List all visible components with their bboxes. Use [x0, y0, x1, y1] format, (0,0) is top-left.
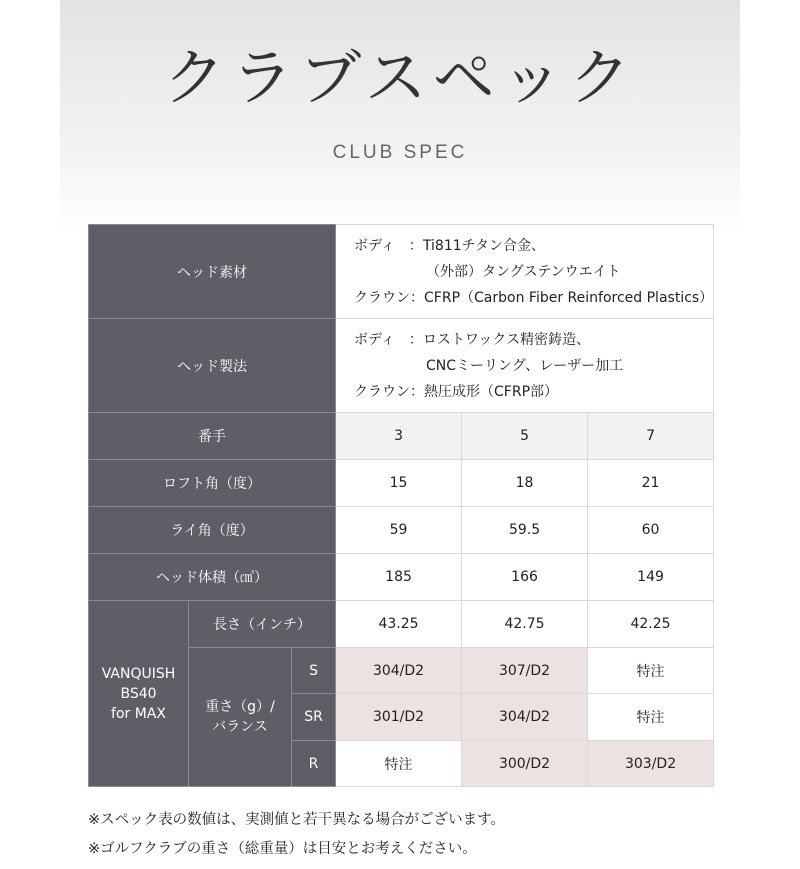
- number-label: 番手: [89, 413, 336, 460]
- shaft-name-line: BS40: [120, 685, 157, 702]
- head-manufacturing-line: CNCミーリング、レーザー加工: [426, 357, 624, 374]
- spec-table: [88, 224, 714, 787]
- row-shaft-length: [89, 601, 714, 648]
- number-value: 3: [336, 413, 462, 460]
- number-value: 7: [588, 413, 714, 460]
- row-lie: [89, 507, 714, 554]
- head-material-line: （外部）タングステンウエイト: [426, 263, 621, 280]
- weight-value: 300/D2: [462, 741, 588, 787]
- weight-value: 304/D2: [336, 648, 462, 694]
- weight-value: 303/D2: [588, 741, 714, 787]
- flex-label: S: [292, 648, 336, 694]
- volume-label: ヘッド体積（㎤）: [89, 554, 336, 601]
- notes: [88, 806, 505, 864]
- flex-label: R: [292, 741, 336, 787]
- length-label: 長さ（インチ）: [189, 601, 336, 648]
- right-margin: [740, 0, 800, 869]
- page-title: クラブスペック: [163, 41, 637, 114]
- weight-label: [189, 648, 292, 787]
- row-loft: [89, 460, 714, 507]
- weight-label-line: バランス: [212, 719, 268, 735]
- lie-label: ライ角（度）: [89, 507, 336, 554]
- head-material-label: ヘッド素材: [89, 225, 336, 319]
- weight-value: 特注: [336, 741, 462, 787]
- note-line: ※スペック表の数値は、実測値と若干異なる場合がございます。: [88, 812, 505, 828]
- head-material-line: クラウン：CFRP（Carbon Fiber Reinforced Plastics）: [354, 289, 714, 306]
- volume-value: 149: [588, 554, 714, 601]
- shaft-name: [89, 601, 189, 787]
- weight-value: 特注: [588, 694, 714, 741]
- loft-value: 21: [588, 460, 714, 507]
- head-manufacturing-line: ボディ ：ロストワックス精密鋳造、: [354, 331, 591, 348]
- weight-value: 301/D2: [336, 694, 462, 741]
- number-value: 5: [462, 413, 588, 460]
- row-volume: [89, 554, 714, 601]
- loft-value: 18: [462, 460, 588, 507]
- volume-value: 166: [462, 554, 588, 601]
- flex-label: SR: [292, 694, 336, 741]
- weight-value: 特注: [588, 648, 714, 694]
- head-manufacturing-line: クラウン：熱圧成形（CFRP部）: [354, 383, 559, 400]
- note-line: ※ゴルフクラブの重さ（総重量）は目安とお考えください。: [88, 841, 477, 857]
- weight-label-line: 重さ（g）/: [205, 699, 275, 715]
- row-number: [89, 413, 714, 460]
- shaft-name-line: for MAX: [111, 705, 166, 722]
- head-manufacturing-label: ヘッド製法: [89, 319, 336, 413]
- head-manufacturing-value: [336, 319, 714, 413]
- row-head-manufacturing: [89, 319, 714, 413]
- page-subtitle: CLUB SPEC: [332, 142, 468, 163]
- weight-value: 307/D2: [462, 648, 588, 694]
- length-value: 42.25: [588, 601, 714, 648]
- head-material-value: [336, 225, 714, 319]
- loft-label: ロフト角（度）: [89, 460, 336, 507]
- loft-value: 15: [336, 460, 462, 507]
- lie-value: 59: [336, 507, 462, 554]
- shaft-name-line: VANQUISH: [101, 665, 176, 682]
- weight-value: 304/D2: [462, 694, 588, 741]
- length-value: 43.25: [336, 601, 462, 648]
- row-head-material: [89, 225, 714, 319]
- left-margin: [0, 0, 60, 869]
- lie-value: 60: [588, 507, 714, 554]
- length-value: 42.75: [462, 601, 588, 648]
- lie-value: 59.5: [462, 507, 588, 554]
- volume-value: 185: [336, 554, 462, 601]
- head-material-line: ボディ ：Ti811チタン合金、: [354, 237, 545, 254]
